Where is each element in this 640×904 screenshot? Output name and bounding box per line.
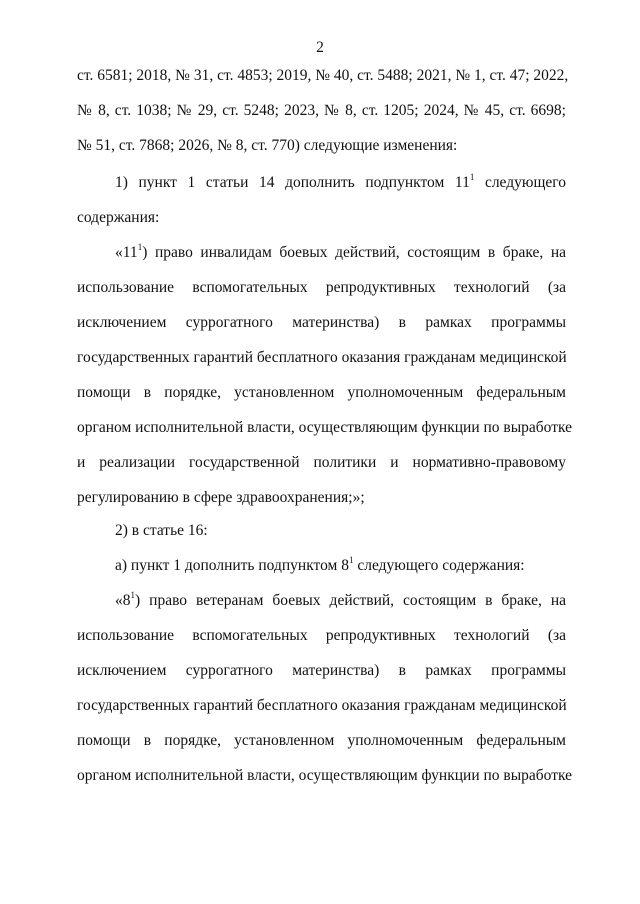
text-line: и реализации государственной политики и нормативно-правовому xyxy=(77,454,566,471)
text-line: 2) в статье 16: xyxy=(115,522,208,539)
superscript-index: 1 xyxy=(348,554,354,565)
text-line: регулированию в сфере здравоохранения;»; xyxy=(77,489,365,506)
text-line: использование вспомогательных репродуктивных технологий (за xyxy=(77,627,566,644)
superscript-index: 1 xyxy=(137,241,143,252)
text-line: использование вспомогательных репродуктивных технологий (за xyxy=(77,279,566,296)
text-line: а) пункт 1 дополнить подпунктом $8^1$ следующего содержания: xyxy=(115,554,525,574)
superscript-index: 1 xyxy=(130,589,135,600)
text-line: № 51, ст. 7868; 2026, № 8, ст. 770) следующие изменения: xyxy=(77,137,458,154)
text-line: помощи в порядке, установленном уполномоченным федеральным xyxy=(77,732,566,749)
text-line: содержания: xyxy=(77,209,160,226)
text-line: органом исполнительной власти, осуществляющим функции по выработке xyxy=(77,767,573,784)
text-line: № 8, ст. 1038; № 29, ст. 5248; 2023, № 8, ст. 1205; 2024, № 45, ст. 6698; xyxy=(77,102,566,119)
text-line: органом исполнительной власти, осуществляющим функции по выработке xyxy=(77,419,573,436)
page-number: 2 xyxy=(316,39,324,56)
text-line: помощи в порядке, установленном уполномоченным федеральным xyxy=(77,384,566,401)
text-line: «$8^1$) право ветеранам боевых действий, состоящим в браке, на xyxy=(115,589,566,609)
text-line: государственных гарантий бесплатного оказания гражданам медицинской xyxy=(77,349,567,366)
text-line: государственных гарантий бесплатного оказания гражданам медицинской xyxy=(77,697,567,714)
text-line: исключением суррогатного материнства) в рамках программы xyxy=(77,662,566,679)
text-line: 1) пункт 1 статьи 14 дополнить подпунктом $11^1$ следующего xyxy=(115,171,566,191)
text-line: исключением суррогатного материнства) в рамках программы xyxy=(77,314,566,331)
text-line: «$11^1$) право инвалидам боевых действий, состоящим в браке, на xyxy=(115,241,566,261)
text-line: ст. 6581; 2018, № 31, ст. 4853; 2019, № 40, ст. 5488; 2021, № 1, ст. 47; 2022, xyxy=(77,67,569,84)
superscript-index: 1 xyxy=(469,171,475,182)
